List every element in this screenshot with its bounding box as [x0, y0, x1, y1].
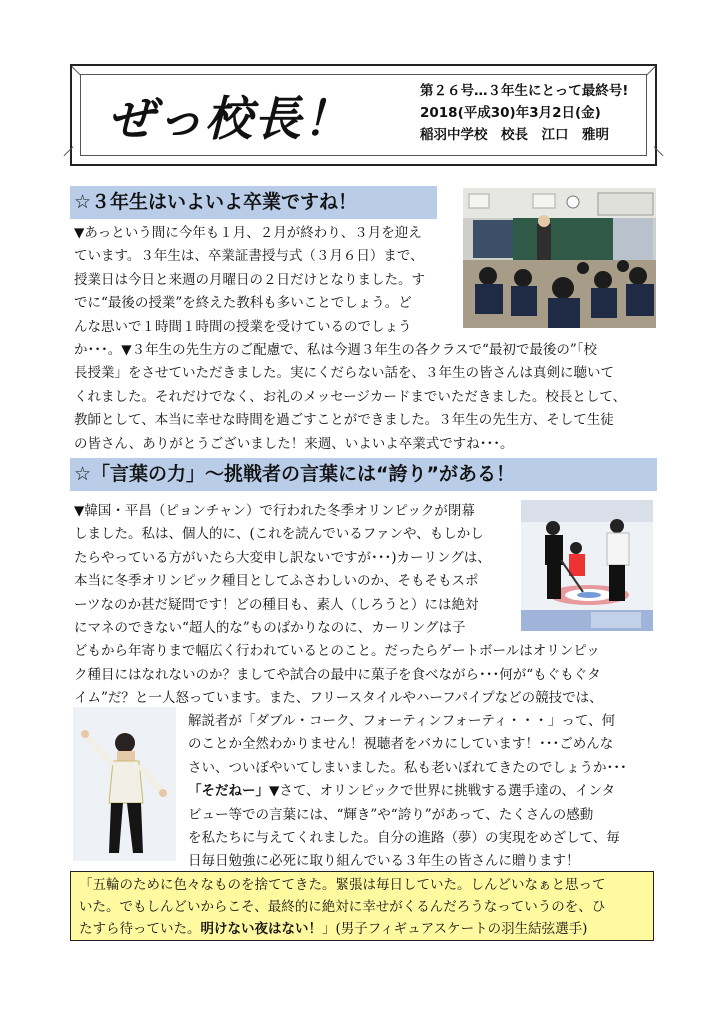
text-line: か･･･。▼３年生の先生方のご配慮で、私は今週３年生の各クラスで“最初で最後の”「校: [74, 341, 598, 358]
figure-skater-illustration: [73, 707, 176, 861]
frame-corner: [646, 66, 664, 84]
text-line: ビュー等での言葉には、“輝き”や“誇り”があって、たくさんの感動: [188, 806, 594, 823]
text-line-sodane: [188, 780, 627, 803]
text-line: 解説者が「ダブル・コーク、フォーティンフォーティ・・・」って、何: [188, 713, 616, 729]
text-line: んな思いで１時間１時間の授業を受けているのでしょう: [74, 318, 412, 335]
issue-author: 稲羽中学校 校長 江口 雅明: [420, 127, 609, 143]
text-line: のことか全然わかりません！視聴者をバカにしています！･･･ごめんな: [188, 736, 614, 753]
text-line: でに“最後の授業”を終えた教科も多いことでしょう。ど: [74, 295, 412, 312]
text-line: 授業日は今日と来週の月曜日の２日だけとなりました。す: [74, 271, 425, 288]
text-line: しました。私は、個人的に、(これを読んでいるファンや、もしかし: [74, 526, 484, 543]
quote-line: いた。でもしんどいからこそ、最終的に絶対に幸せがくるんだろうなっていうのを、ひ: [79, 899, 606, 915]
section2-body-mid: [188, 710, 627, 874]
frame-corner: [64, 66, 82, 84]
text-line: を私たちに与えてくれました。自分の進路（夢）の実現をめざして、毎: [188, 829, 620, 846]
text-line: ▼あっという間に今年も１月、２月が終わり、３月を迎え: [74, 225, 422, 241]
text-line: さい、ついぼやいてしまいました。私も老いぼれてきたのでしょうか･･･: [188, 759, 627, 776]
quote-attribution: 」(男子フィギュアスケートの羽生結弦選手): [322, 921, 588, 937]
text-line: ています。３年生は、卒業証書授与式（３月６日）まで、: [74, 248, 424, 265]
text-line: の皆さん、ありがとうございました！来週、いよいよ卒業式ですね･･･。: [74, 435, 514, 452]
text-line: 教師として、本当に幸せな時間を過ごすことができました。３年生の先生方、そして生徒: [74, 412, 614, 429]
section2-body-top: [74, 500, 603, 711]
text-line: ーツなのか甚だ疑問です！どの種目も、素人（しろうと）には絶対: [74, 596, 479, 613]
quote-span: たすら待っていた。: [79, 921, 201, 937]
text-line: ▼韓国・平昌（ピョンチャン）で行われた冬季オリンピックが閉幕: [74, 503, 475, 519]
text-line: 日毎日勉強に必死に取り組んでいる３年生の皆さんに贈ります！: [188, 853, 580, 870]
section-heading-graduation: ☆３年生はいよいよ卒業ですね！: [70, 186, 437, 219]
text-line: 長授業」をさせていただきました。実にくだらない話を、３年生の皆さんは真剣に聴いて: [74, 365, 614, 382]
issue-info: [420, 80, 628, 146]
text-line: くれました。それだけでなく、お礼のメッセージカードまでいただきました。校長として、: [74, 388, 627, 405]
quote-line: 「五輪のために色々なものを捨ててきた。緊張は毎日していた。しんどいなぁと思って: [79, 877, 606, 893]
text-line: どもから年寄りまで幅広く行われているとのこと。だったらゲートボールはオリンピッ: [74, 643, 600, 660]
masthead: [70, 64, 657, 166]
issue-number: 第２６号…３年生にとって最終号!: [420, 83, 629, 99]
quote-emphasis: 明けない夜はない！: [200, 921, 322, 937]
frame-corner: [64, 146, 82, 164]
text-line: 本当に冬季オリンピック種目としてふさわしいのか、そもそもスポ: [74, 573, 479, 590]
section1-body-narrow: [74, 222, 626, 456]
text-line: たらやっている方がいたら大変申し訳ないですが･･･)カーリングは、: [74, 549, 491, 566]
text-line: にマネのできない“超人的な”ものばかりなのに、カーリングは子: [74, 619, 466, 636]
hanyu-quote-box: [70, 871, 654, 941]
text-line: イム”だ？と一人怒っています。また、フリースタイルやハーフパイプなどの競技では、: [74, 690, 603, 707]
frame-corner: [646, 146, 664, 164]
issue-date: 2018(平成30)年3月2日(金): [420, 105, 601, 121]
quote-line: [79, 918, 645, 940]
sodane-phrase: 「そだねー」: [188, 783, 269, 800]
text-line: ク種目にはなれないのか？ましてや試合の最中に菓子を食べながら･･･何が“もぐもぐタ: [74, 666, 601, 683]
text-span: ▼さて、オリンピックで世界に挑戦する選手達の、インタ: [269, 783, 615, 800]
newsletter-title: ぜっ校長！: [108, 92, 353, 147]
section-heading-power-of-words: ☆「言葉の力」～挑戦者の言葉には“誇り”がある！: [70, 458, 657, 491]
figure-skater-photo: [73, 707, 176, 861]
